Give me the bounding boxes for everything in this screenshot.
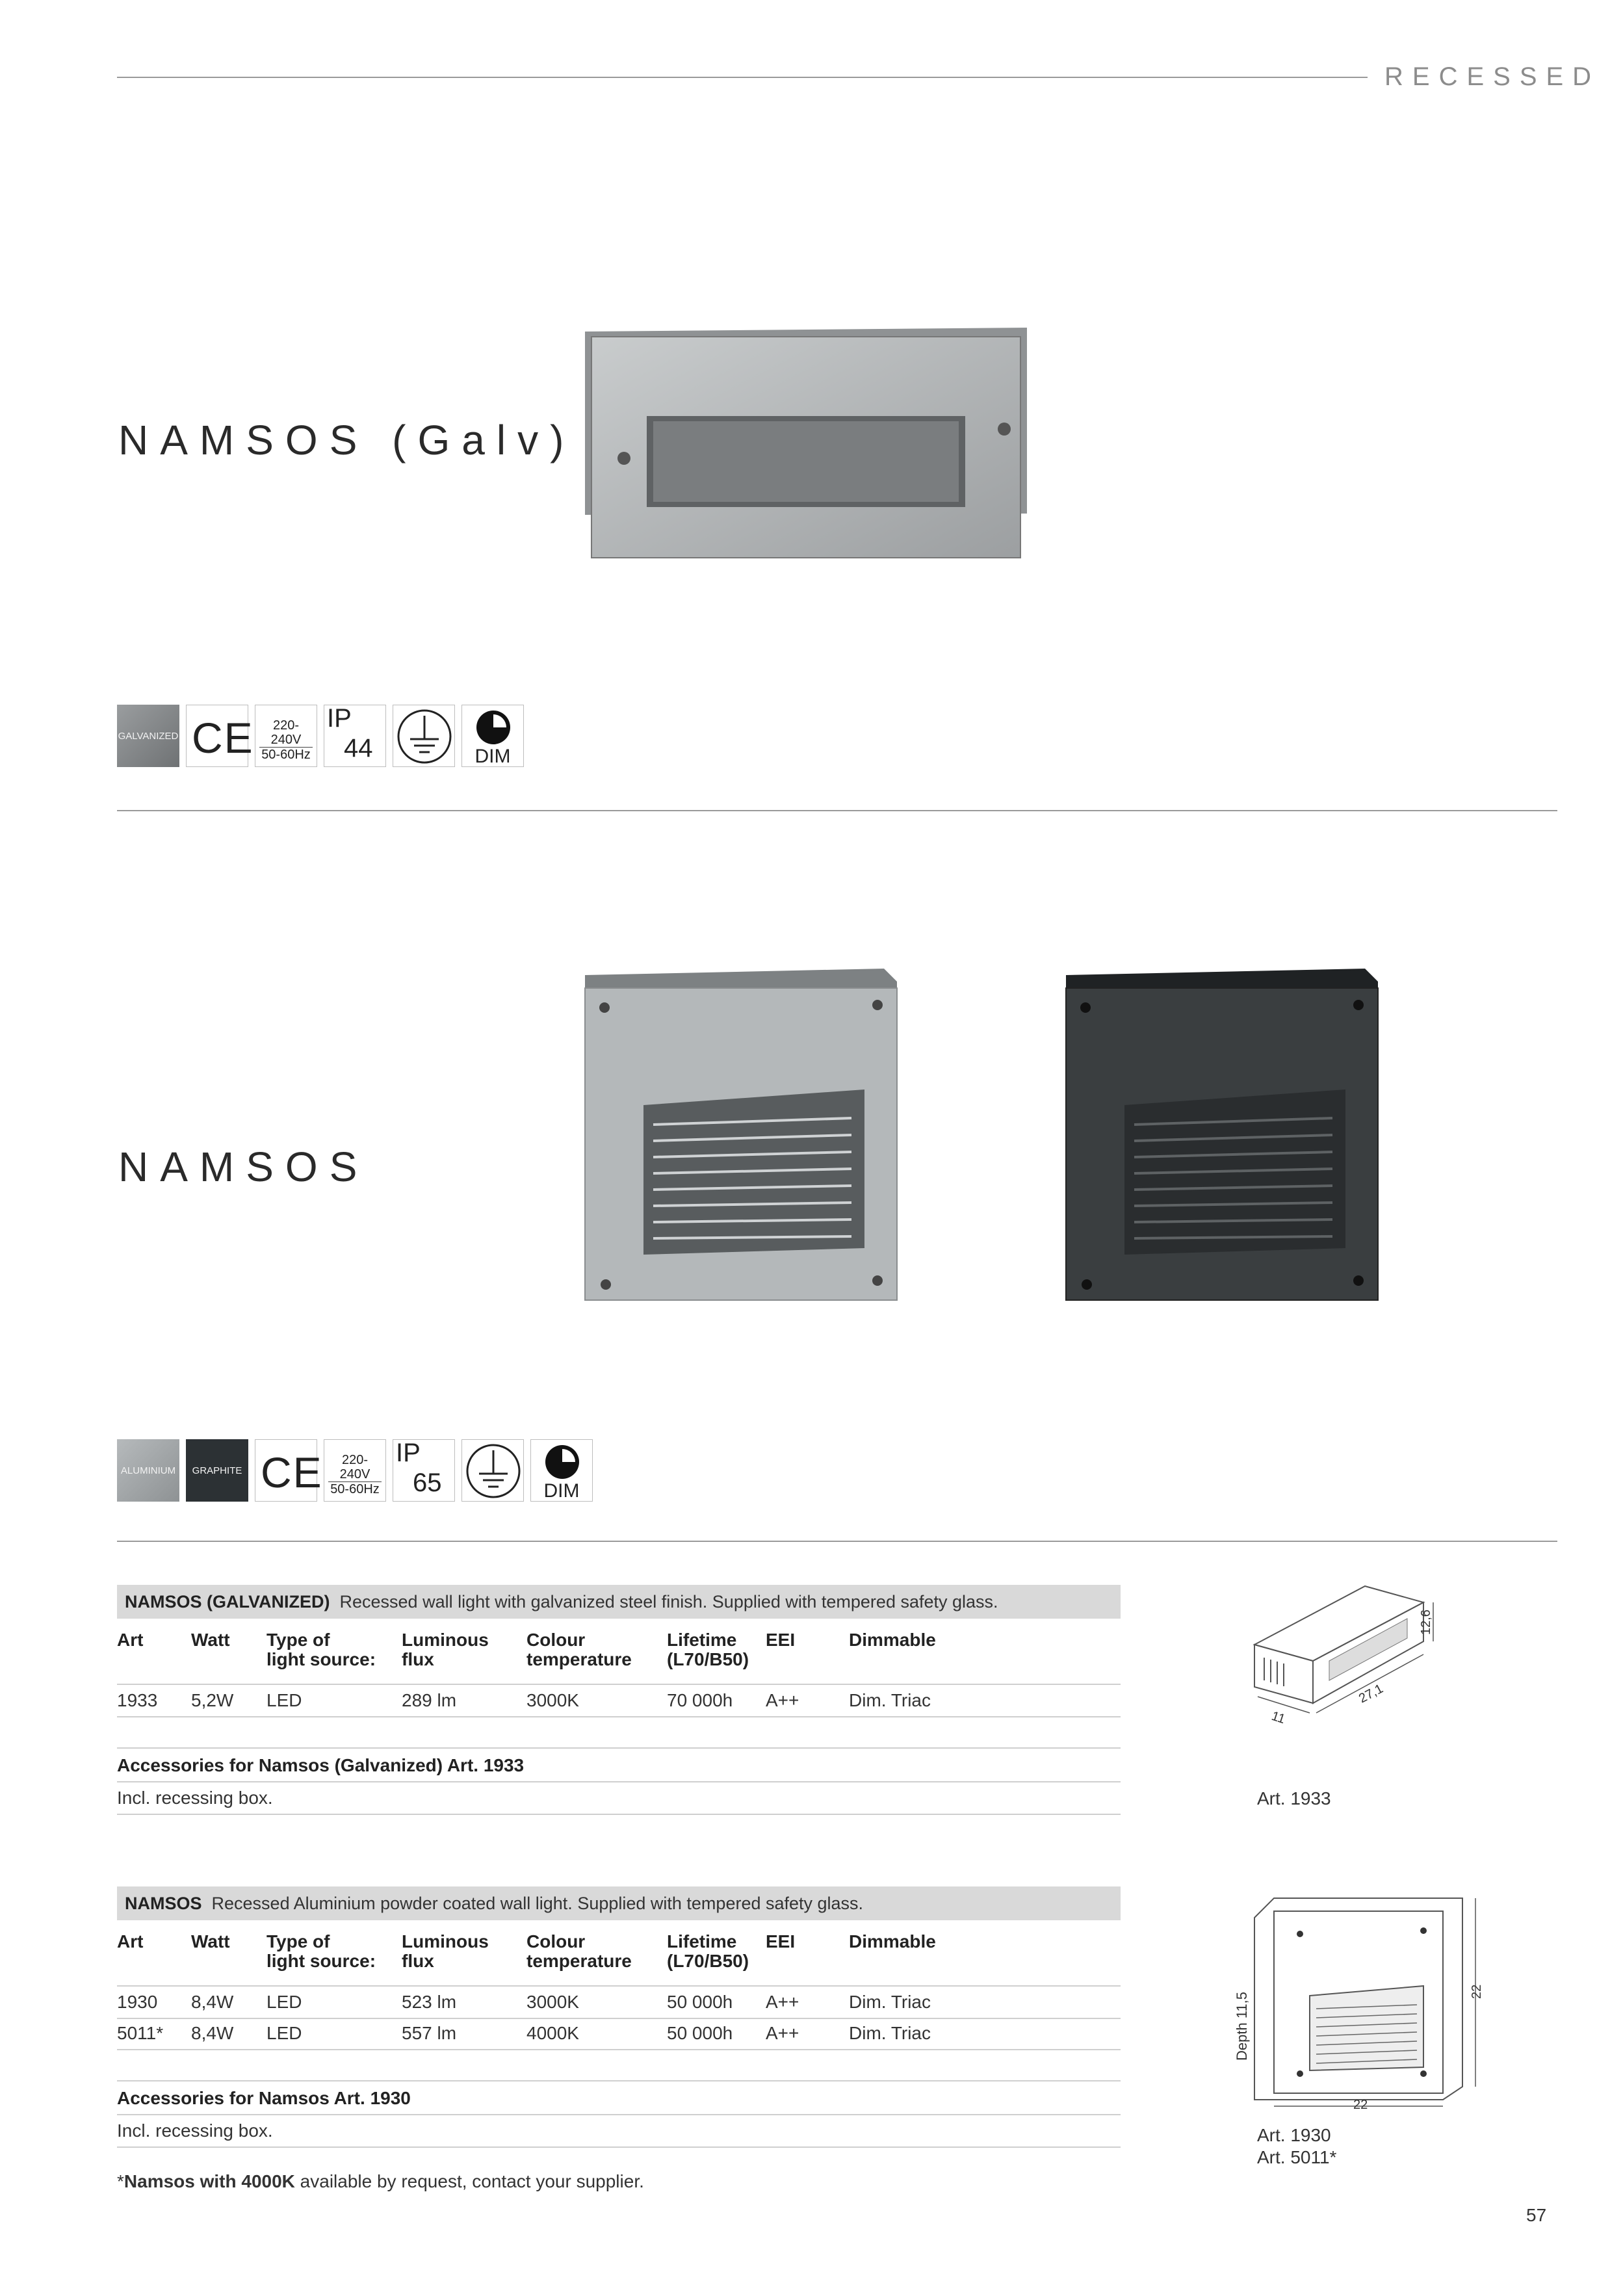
drawing2-caption: Art. 1930 Art. 5011*: [1257, 2125, 1337, 2167]
col-watt: Watt: [191, 1931, 230, 1951]
section-divider-2: [117, 1541, 1557, 1542]
ce-mark-icon: CE: [186, 705, 248, 767]
section-label: RECESSED: [1384, 62, 1601, 91]
galvanized-swatch: GALVANIZED: [117, 705, 179, 767]
col-colour-temp: Colour temperature: [526, 1931, 632, 1971]
dimension-drawing-1933: [1235, 1573, 1443, 1755]
col-eei: EEI: [766, 1630, 796, 1650]
accessories-text-1: Incl. recessing box.: [117, 1788, 273, 1808]
svg-text:22: 22: [1353, 2098, 1368, 2112]
col-lifetime: Lifetime (L70/B50): [667, 1630, 749, 1669]
page-number: 57: [1526, 2205, 1547, 2225]
col-luminous-flux: Luminous flux: [402, 1931, 489, 1971]
product-photo-aluminium: [546, 930, 949, 1326]
table2-header: NAMSOS Recessed Aluminium powder coated wall light. Supplied with tempered safety glass.: [117, 1886, 1121, 1920]
icon-row-namsos: [117, 1439, 611, 1502]
accessories-title-1: Accessories for Namsos (Galvanized) Art. 1933: [117, 1755, 525, 1775]
earth-ground-icon: [393, 705, 455, 767]
drawing1-caption: Art. 1933: [1257, 1788, 1331, 1808]
graphite-swatch: GRAPHITE: [186, 1439, 248, 1502]
table1-header: NAMSOS (GALVANIZED) Recessed wall light with galvanized steel finish. Supplied with tempered safety glass.: [117, 1585, 1121, 1619]
dimension-drawing-1930: [1209, 1885, 1488, 2113]
col-colour-temp: Colour temperature: [526, 1630, 632, 1669]
ip-rating-icon: IP 44: [324, 705, 386, 767]
aluminium-swatch: ALUMINIUM: [117, 1439, 179, 1502]
ip-rating-icon: IP 65: [393, 1439, 455, 1502]
voltage-icon: 220-240V 50-60Hz: [324, 1439, 386, 1502]
header-rule: [117, 77, 1368, 78]
col-luminous-flux: Luminous flux: [402, 1630, 489, 1669]
product-title-galv: NAMSOS (Galv): [118, 417, 576, 463]
col-dimmable: Dimmable: [849, 1931, 936, 1951]
section-divider-1: [117, 810, 1557, 811]
icon-row-galv: [117, 705, 533, 767]
accessories-text-2: Incl. recessing box.: [117, 2120, 273, 2141]
voltage-icon: 220-240V 50-60Hz: [255, 705, 317, 767]
dimmable-icon: DIM: [461, 705, 524, 767]
col-lifetime: Lifetime (L70/B50): [667, 1931, 749, 1971]
footnote: *Namsos with 4000K available by request, contact your supplier.: [117, 2171, 644, 2191]
product-title-namsos: NAMSOS: [118, 1143, 369, 1190]
dimmable-icon: DIM: [530, 1439, 593, 1502]
col-light-source: Type of light source:: [266, 1630, 376, 1669]
col-dimmable: Dimmable: [849, 1630, 936, 1650]
col-art: Art: [117, 1931, 144, 1951]
col-eei: EEI: [766, 1931, 796, 1951]
col-art: Art: [117, 1630, 144, 1650]
svg-text:22: 22: [1470, 1984, 1484, 1999]
accessories-title-2: Accessories for Namsos Art. 1930: [117, 2088, 411, 2108]
svg-text:27,1: 27,1: [1357, 1681, 1386, 1706]
svg-text:11: 11: [1269, 1708, 1288, 1727]
col-watt: Watt: [191, 1630, 230, 1650]
product-photo-graphite: [1027, 930, 1430, 1326]
ce-mark-icon: CE: [255, 1439, 317, 1502]
product-photo-galv: [572, 319, 1040, 572]
earth-ground-icon: [461, 1439, 524, 1502]
svg-text:12,6: 12,6: [1419, 1610, 1433, 1635]
svg-text:Depth 11,5: Depth 11,5: [1234, 1991, 1250, 2061]
col-light-source: Type of light source:: [266, 1931, 376, 1971]
